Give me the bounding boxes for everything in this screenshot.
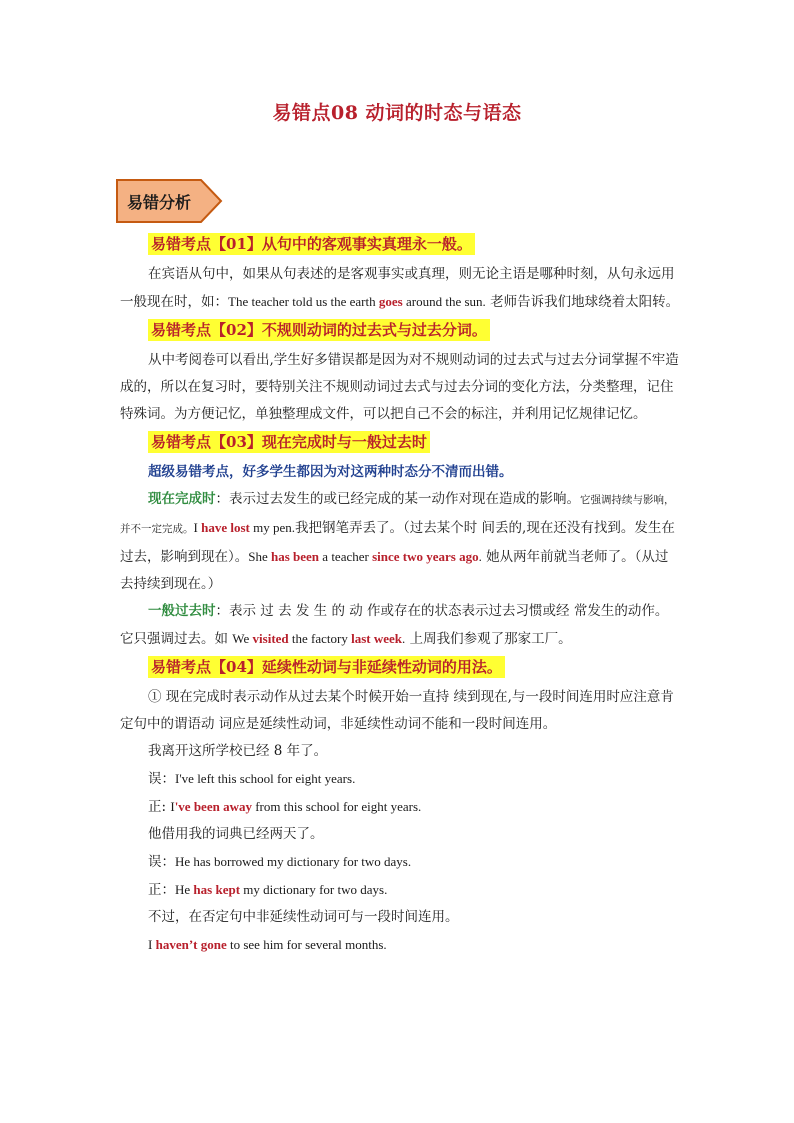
heading-02: 易错考点【02】不规则动词的过去式与过去分词。 (148, 319, 490, 341)
paragraph-04: ① 现在完成时表示动作从过去某个时候开始一直持 续到现在,与一段时间连用时应注意肯定句中的谓语动 词应是延续性动词，非延续性动词不能和一段时间连用。 (120, 689, 674, 732)
example-3: I haven’t gone to see him for several months. (148, 937, 387, 952)
section-badge (115, 178, 223, 224)
paragraph-present-perfect: 现在完成时：表示过去发生的或已经完成的某一动作对现在造成的影响。它强调持续与影响，并不一定完成。I have lost my pen.我把钢笔弄丢了。（过去某个时 间丢的,现在还没有找到。发生在过去，影响到现在）。She has been a teacher since two years ago. 她从两年前就当老师了。（从过去持续到现在。） (120, 491, 675, 592)
paragraph-01: 在宾语从句中，如果从句表述的是客观事实或真理，则无论主语是哪种时刻，从句永远用一般现在时，如：The teacher told us the earth goes around the sun. 老师告诉我们地球绕着太阳转。 (120, 266, 680, 310)
subheading-03: 超级易错考点，好多学生都因为对这两种时态分不清而出错。 (148, 464, 513, 480)
example-2-cn: 他借用我的词典已经两天了。 (148, 826, 324, 842)
paragraph-02: 从中考阅卷可以看出,学生好多错误都是因为对不规则动词的过去式与过去分词掌握不牢造 成的，所以在复习时，要特别关注不规则动词过去式与过去分词的变化方法，分类整理，记住特殊词。为方便记忆，单独整理成文件，可以把自己不会的标注，并利用记忆规律记忆。 (120, 352, 679, 422)
example-1-right: 正: I've been away from this school for eight years. (148, 799, 422, 815)
paragraph-04-note: 不过，在否定句中非延续性动词可与一段时间连用。 (148, 909, 459, 925)
example-1-wrong: 误：I've left this school for eight years. (148, 771, 356, 787)
example-1-cn: 我离开这所学校已经 8 年了。 (148, 743, 328, 759)
document-body (120, 230, 680, 959)
badge-label: 易错分析 (127, 193, 192, 212)
example-2-wrong: 误：He has borrowed my dictionary for two days. (148, 854, 412, 870)
heading-01: 易错考点【01】从句中的客观事实真理永一般。 (148, 233, 475, 255)
example-2-right: 正：He has kept my dictionary for two days. (148, 882, 388, 898)
heading-03: 易错考点【03】现在完成时与一般过去时 (148, 431, 430, 453)
heading-04: 易错考点【04】延续性动词与非延续性动词的用法。 (148, 656, 505, 678)
page-title: 易错点08 动词的时态与语态 (272, 102, 522, 124)
paragraph-simple-past: 一般过去时：表示 过 去 发 生 的 动 作或存在的状态表示过去习惯或经 常发生的动作。它只强调过去。如 We visited the factory last week. 上周我们参观了那家工厂。 (120, 603, 669, 647)
